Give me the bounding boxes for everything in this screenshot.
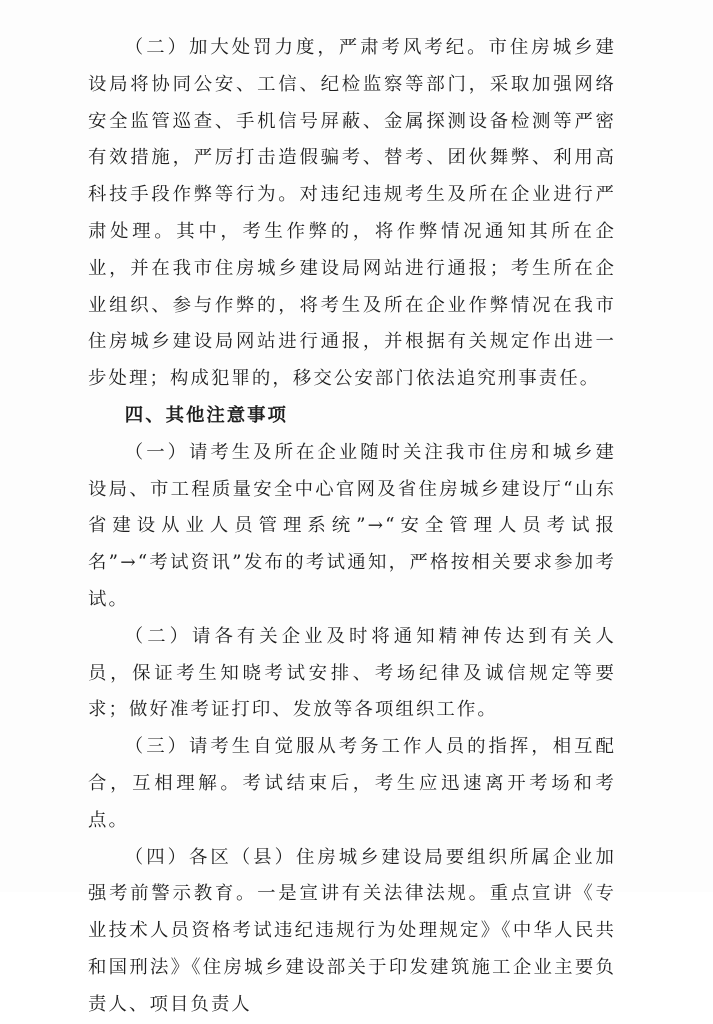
paragraph-note-4: （四）各区（县）住房城乡建设局要组织所属企业加强考前警示教育。一是宣讲有关法律法规。重点宣讲《专业技术人员资格考试违纪违规行为处理规定》《中华人民共和国刑法》《住房城乡建设部关于印发建筑施工企业主要负责人、项目负责人 (88, 846, 616, 1015)
paragraph-penalties: （二）加大处罚力度，严肃考风考纪。市住房城乡建设局将协同公安、工信、纪检监察等部门，采取加强网络安全监管巡查、手机信号屏蔽、金属探测设备检测等严密有效措施，严厉打击造假骗考、替考、团伙舞弊、利用高科技手段作弊等行为。对违纪违规考生及所在企业进行严肃处理。其中，考生作弊的，将作弊情况通知其所在企业，并在我市住房城乡建设局网站进行通报；考生所在企业组织、参与作弊的，将考生及所在企业作弊情况在我市住房城乡建设局网站进行通报，并根据有关规定作出进一步处理；构成犯罪的，移交公安部门依法追究刑事责任。 (88, 37, 616, 390)
paragraph-note-2: （二）请各有关企业及时将通知精神传达到有关人员，保证考生知晓考试安排、考场纪律及诚信规定等要求；做好准考证打印、发放等各项组织工作。 (88, 625, 616, 721)
paragraph-note-3: （三）请考生自觉服从考务工作人员的指挥，相互配合，互相理解。考试结束后，考生应迅速离开考场和考点。 (88, 736, 616, 831)
section-heading-other-notes: 四、其他注意事项 (124, 404, 288, 426)
paragraph-note-1: （一）请考生及所在企业随时关注我市住房和城乡建设局、市工程质量安全中心官网及省住房城乡建设厅“山东省建设从业人员管理系统”→“安全管理人员考试报名”→“考试资讯”发布的考试通知，严格按相关要求参加考试。 (88, 441, 616, 610)
document-body (88, 30, 616, 1024)
